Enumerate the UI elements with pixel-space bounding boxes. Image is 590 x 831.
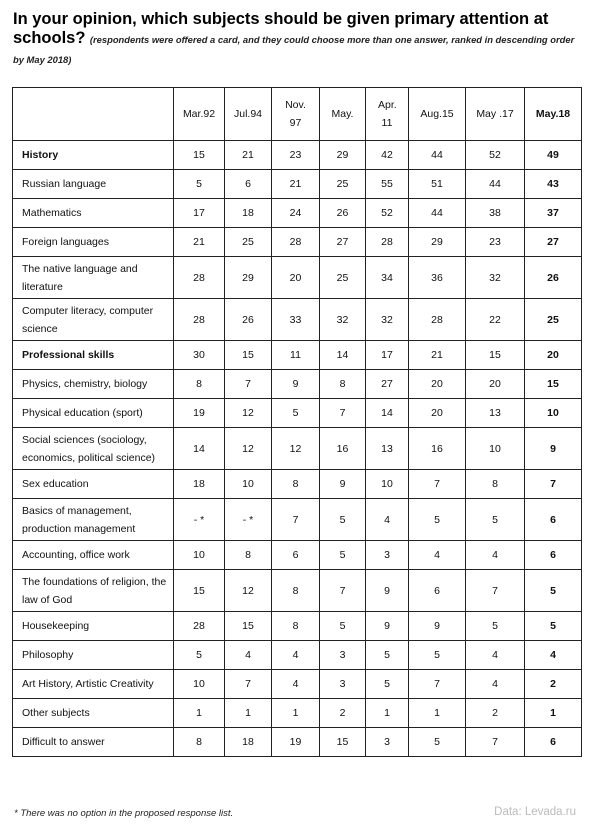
column-header: Mar.92	[174, 88, 225, 141]
value-cell: 20	[272, 257, 320, 299]
value-cell: 28	[174, 299, 225, 341]
value-cell: 3	[320, 670, 366, 699]
value-cell: 7	[225, 370, 272, 399]
value-cell: 32	[466, 257, 525, 299]
value-cell: 36	[409, 257, 466, 299]
value-cell: 25	[320, 257, 366, 299]
column-header: Nov. 97	[272, 88, 320, 141]
value-cell: - *	[225, 499, 272, 541]
value-cell: 26	[320, 199, 366, 228]
source-credit: Data: Levada.ru	[494, 806, 576, 818]
row-label: Housekeeping	[13, 612, 174, 641]
value-cell: 8	[174, 728, 225, 757]
column-header: May .17	[466, 88, 525, 141]
value-cell: 7	[409, 670, 466, 699]
value-cell: 20	[466, 370, 525, 399]
value-cell: 5	[174, 170, 225, 199]
value-cell: 20	[409, 399, 466, 428]
value-cell: 5	[320, 541, 366, 570]
value-cell: 25	[320, 170, 366, 199]
table-row	[13, 370, 582, 399]
value-cell: 7	[320, 399, 366, 428]
chart-title: In your opinion, which subjects should be given primary attention at schools?	[13, 10, 549, 47]
value-cell: 8	[272, 612, 320, 641]
value-cell: 15	[466, 341, 525, 370]
value-cell: 16	[409, 428, 466, 470]
value-cell: 20	[525, 341, 582, 370]
chart-title-block	[13, 10, 583, 69]
value-cell: 1	[409, 699, 466, 728]
value-cell: 26	[225, 299, 272, 341]
value-cell: 7	[525, 470, 582, 499]
value-cell: 6	[225, 170, 272, 199]
value-cell: 4	[466, 670, 525, 699]
table-row	[13, 499, 582, 541]
value-cell: 23	[272, 141, 320, 170]
value-cell: 2	[320, 699, 366, 728]
value-cell: 5	[409, 641, 466, 670]
header-row	[13, 88, 582, 141]
row-label: The native language and literature	[13, 257, 174, 299]
value-cell: 18	[174, 470, 225, 499]
value-cell: 4	[366, 499, 409, 541]
value-cell: 8	[466, 470, 525, 499]
column-header: Apr. 11	[366, 88, 409, 141]
value-cell: 29	[225, 257, 272, 299]
table-row	[13, 299, 582, 341]
value-cell: 12	[225, 399, 272, 428]
table-row	[13, 670, 582, 699]
value-cell: 7	[409, 470, 466, 499]
value-cell: 28	[409, 299, 466, 341]
table-row	[13, 728, 582, 757]
value-cell: 5	[320, 612, 366, 641]
value-cell: 1	[272, 699, 320, 728]
value-cell: 8	[225, 541, 272, 570]
value-cell: 24	[272, 199, 320, 228]
value-cell: 5	[409, 499, 466, 541]
value-cell: 1	[174, 699, 225, 728]
row-label: Professional skills	[13, 341, 174, 370]
value-cell: 11	[272, 341, 320, 370]
row-label: Russian language	[13, 170, 174, 199]
table-row	[13, 570, 582, 612]
value-cell: 10	[174, 541, 225, 570]
table-row	[13, 257, 582, 299]
value-cell: 2	[466, 699, 525, 728]
value-cell: 16	[320, 428, 366, 470]
value-cell: 37	[525, 199, 582, 228]
value-cell: 18	[225, 199, 272, 228]
value-cell: 4	[525, 641, 582, 670]
value-cell: 33	[272, 299, 320, 341]
value-cell: 6	[272, 541, 320, 570]
value-cell: 5	[366, 670, 409, 699]
value-cell: 4	[272, 670, 320, 699]
value-cell: 10	[466, 428, 525, 470]
value-cell: 1	[525, 699, 582, 728]
value-cell: 3	[366, 728, 409, 757]
value-cell: 7	[272, 499, 320, 541]
value-cell: 22	[466, 299, 525, 341]
value-cell: 27	[366, 370, 409, 399]
row-label: Physics, chemistry, biology	[13, 370, 174, 399]
value-cell: 25	[525, 299, 582, 341]
table-row	[13, 141, 582, 170]
value-cell: 15	[320, 728, 366, 757]
value-cell: 4	[466, 541, 525, 570]
table-row	[13, 228, 582, 257]
value-cell: 34	[366, 257, 409, 299]
value-cell: 4	[272, 641, 320, 670]
value-cell: 28	[366, 228, 409, 257]
value-cell: 44	[409, 141, 466, 170]
value-cell: 21	[409, 341, 466, 370]
header-label-cell	[13, 88, 174, 141]
value-cell: 5	[174, 641, 225, 670]
value-cell: 10	[225, 470, 272, 499]
row-label: The foundations of religion, the law of God	[13, 570, 174, 612]
value-cell: 14	[366, 399, 409, 428]
value-cell: 27	[525, 228, 582, 257]
value-cell: 7	[466, 570, 525, 612]
row-label: Difficult to answer	[13, 728, 174, 757]
value-cell: 5	[409, 728, 466, 757]
value-cell: 15	[174, 570, 225, 612]
value-cell: 26	[525, 257, 582, 299]
value-cell: 2	[525, 670, 582, 699]
value-cell: 6	[525, 541, 582, 570]
value-cell: 12	[272, 428, 320, 470]
row-label: Accounting, office work	[13, 541, 174, 570]
value-cell: 15	[225, 612, 272, 641]
value-cell: 6	[525, 728, 582, 757]
value-cell: 23	[466, 228, 525, 257]
table-row	[13, 428, 582, 470]
value-cell: 3	[320, 641, 366, 670]
row-label: Social sciences (sociology, economics, political science)	[13, 428, 174, 470]
value-cell: 51	[409, 170, 466, 199]
value-cell: 7	[225, 670, 272, 699]
table-row	[13, 541, 582, 570]
value-cell: 49	[525, 141, 582, 170]
value-cell: 15	[525, 370, 582, 399]
value-cell: 28	[272, 228, 320, 257]
value-cell: 44	[409, 199, 466, 228]
value-cell: 6	[525, 499, 582, 541]
table-row	[13, 399, 582, 428]
value-cell: 7	[320, 570, 366, 612]
row-label: Other subjects	[13, 699, 174, 728]
value-cell: 20	[409, 370, 466, 399]
table-row	[13, 170, 582, 199]
value-cell: 21	[272, 170, 320, 199]
value-cell: 3	[366, 541, 409, 570]
value-cell: 5	[466, 499, 525, 541]
value-cell: 15	[174, 141, 225, 170]
row-label: Physical education (sport)	[13, 399, 174, 428]
row-label: Sex education	[13, 470, 174, 499]
value-cell: 5	[466, 612, 525, 641]
value-cell: 42	[366, 141, 409, 170]
row-label: Art History, Artistic Creativity	[13, 670, 174, 699]
value-cell: 9	[366, 570, 409, 612]
value-cell: 10	[525, 399, 582, 428]
value-cell: 8	[272, 470, 320, 499]
value-cell: 55	[366, 170, 409, 199]
value-cell: 1	[225, 699, 272, 728]
value-cell: 5	[525, 570, 582, 612]
table-row	[13, 699, 582, 728]
table-row	[13, 470, 582, 499]
value-cell: 10	[174, 670, 225, 699]
row-label: Foreign languages	[13, 228, 174, 257]
value-cell: 1	[366, 699, 409, 728]
value-cell: 52	[466, 141, 525, 170]
column-header: Jul.94	[225, 88, 272, 141]
value-cell: 43	[525, 170, 582, 199]
value-cell: 29	[409, 228, 466, 257]
value-cell: - *	[174, 499, 225, 541]
value-cell: 7	[466, 728, 525, 757]
value-cell: 17	[174, 199, 225, 228]
value-cell: 5	[320, 499, 366, 541]
value-cell: 27	[320, 228, 366, 257]
value-cell: 18	[225, 728, 272, 757]
row-label: Mathematics	[13, 199, 174, 228]
value-cell: 9	[320, 470, 366, 499]
value-cell: 9	[366, 612, 409, 641]
value-cell: 25	[225, 228, 272, 257]
value-cell: 12	[225, 570, 272, 612]
table-row	[13, 341, 582, 370]
chart-note: (respondents were offered a card, and they could choose more than one answer, ranked in descending order by May 2018)	[13, 34, 575, 65]
column-header: May.	[320, 88, 366, 141]
value-cell: 32	[366, 299, 409, 341]
footnote: * There was no option in the proposed response list.	[14, 808, 234, 819]
value-cell: 21	[225, 141, 272, 170]
survey-table	[12, 87, 582, 757]
value-cell: 38	[466, 199, 525, 228]
value-cell: 19	[174, 399, 225, 428]
value-cell: 21	[174, 228, 225, 257]
value-cell: 4	[409, 541, 466, 570]
value-cell: 14	[174, 428, 225, 470]
row-label: Philosophy	[13, 641, 174, 670]
value-cell: 15	[225, 341, 272, 370]
value-cell: 17	[366, 341, 409, 370]
column-header: Aug.15	[409, 88, 466, 141]
value-cell: 9	[409, 612, 466, 641]
table-row	[13, 612, 582, 641]
row-label: Basics of management, production management	[13, 499, 174, 541]
value-cell: 12	[225, 428, 272, 470]
value-cell: 52	[366, 199, 409, 228]
value-cell: 30	[174, 341, 225, 370]
value-cell: 8	[174, 370, 225, 399]
value-cell: 9	[272, 370, 320, 399]
value-cell: 6	[409, 570, 466, 612]
value-cell: 44	[466, 170, 525, 199]
value-cell: 5	[366, 641, 409, 670]
value-cell: 10	[366, 470, 409, 499]
value-cell: 4	[225, 641, 272, 670]
value-cell: 29	[320, 141, 366, 170]
row-label: History	[13, 141, 174, 170]
value-cell: 14	[320, 341, 366, 370]
value-cell: 28	[174, 257, 225, 299]
value-cell: 32	[320, 299, 366, 341]
value-cell: 13	[466, 399, 525, 428]
row-label: Computer literacy, computer science	[13, 299, 174, 341]
value-cell: 4	[466, 641, 525, 670]
value-cell: 9	[525, 428, 582, 470]
value-cell: 28	[174, 612, 225, 641]
value-cell: 8	[272, 570, 320, 612]
table-row	[13, 199, 582, 228]
value-cell: 8	[320, 370, 366, 399]
value-cell: 19	[272, 728, 320, 757]
table-row	[13, 641, 582, 670]
value-cell: 5	[525, 612, 582, 641]
table-body	[13, 141, 582, 757]
value-cell: 13	[366, 428, 409, 470]
value-cell: 5	[272, 399, 320, 428]
column-header: May.18	[525, 88, 582, 141]
